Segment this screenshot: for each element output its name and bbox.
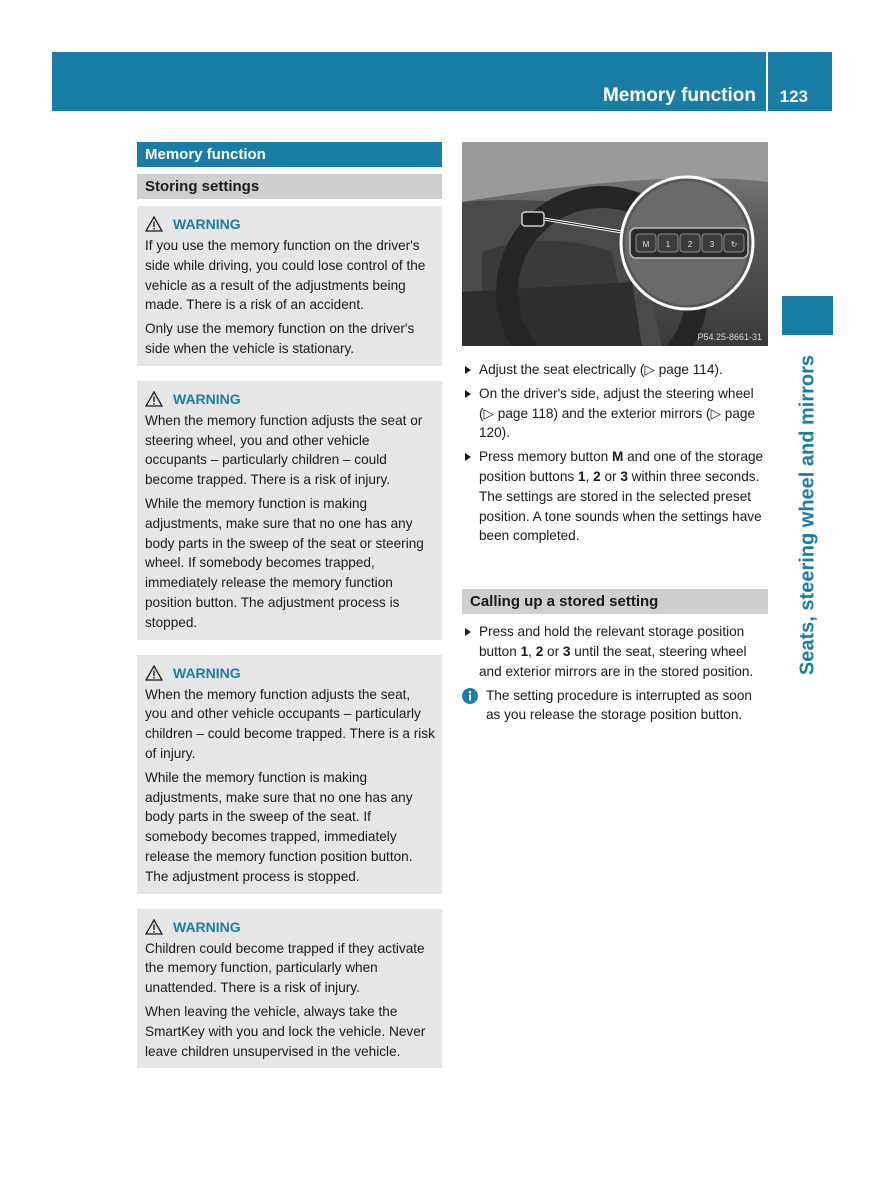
warning-box	[137, 381, 442, 640]
fig-label-m: M	[642, 240, 650, 249]
warning-label: WARNING	[173, 918, 241, 935]
warning-text: When the memory function adjusts the seat, you and other vehicle occupants – particularly children – could become trapped. There is a risk of injury.	[145, 686, 435, 761]
warning-text: When the memory function adjusts the seat or steering wheel, you and other vehicle occupants – particularly children – could become trapped. There is a risk of injury.	[145, 412, 423, 488]
warning-heading	[145, 917, 435, 937]
step-item	[462, 360, 768, 380]
fig-label-1: 1	[665, 240, 671, 249]
warning-text: If you use the memory function on the driver's side while driving, you could lose control of the vehicle as a result of the adjustments being made. There is a risk of an accident.	[145, 238, 426, 313]
memory-button-illustration	[462, 142, 768, 346]
warning-heading	[145, 389, 435, 409]
warning-heading	[145, 663, 435, 683]
header-title: Memory function	[602, 85, 756, 106]
header-divider	[766, 52, 768, 111]
warning-triangle-icon	[145, 665, 163, 681]
fig-label-2: 2	[687, 240, 693, 249]
warning-text: Only use the memory function on the driver's side when the vehicle is stationary.	[145, 321, 415, 356]
step-result: The settings are stored in the selected preset position. A tone sounds when the settings have been completed.	[479, 488, 762, 544]
info-text: The setting procedure is interrupted as soon as you release the storage position button.	[486, 687, 752, 723]
info-note	[462, 686, 768, 726]
warning-heading	[145, 214, 435, 234]
left-column	[137, 142, 442, 1068]
warning-box	[137, 655, 442, 894]
step-text: Press and hold the relevant storage position button 1, 2 or 3 until the seat, steering wheel and exterior mirrors are in the stored position.	[479, 624, 754, 679]
step-text: Adjust the seat electrically (▷ page 114).	[479, 362, 723, 377]
figure-code: P54.25-8661-31	[697, 332, 762, 342]
warning-triangle-icon	[145, 919, 163, 935]
storing-steps	[462, 360, 768, 546]
fig-label-seat: ↻	[730, 240, 738, 249]
step-item	[462, 447, 768, 546]
step-arrow-icon	[465, 390, 471, 398]
step-text: Press memory button M and one of the storage position buttons 1, 2 or 3 within three seconds. The settings are stored in the selected preset position. A tone sounds when the settings have been completed.	[479, 449, 764, 544]
warning-box	[137, 206, 442, 366]
step-arrow-icon	[465, 453, 471, 461]
warning-triangle-icon	[145, 216, 163, 232]
fig-label-3: 3	[709, 240, 715, 249]
subsection-title-recall: Calling up a stored setting	[462, 589, 768, 614]
side-tab-label: Seats, steering wheel and mirrors	[796, 354, 819, 676]
info-icon	[462, 688, 478, 704]
section-title: Memory function	[137, 142, 442, 167]
subsection-title: Storing settings	[137, 174, 442, 199]
step-item	[462, 384, 768, 443]
warning-text: While the memory function is making adjustments, make sure that no one has any body parts in the sweep of the seat. If somebody becomes trapped, immediately release the memory function position button. The adjustment process is stopped.	[145, 769, 413, 884]
page-header	[52, 52, 832, 111]
button-m-label: M	[611, 449, 624, 465]
warning-triangle-icon	[145, 391, 163, 407]
warning-text: When leaving the vehicle, always take the SmartKey with you and lock the vehicle. Never leave children unsupervised in the vehicle.	[145, 1003, 426, 1059]
warning-label: WARNING	[173, 390, 241, 407]
warning-box	[137, 909, 442, 1069]
warning-text: Children could become trapped if they activate the memory function, particularly when unattended. There is a risk of injury.	[145, 940, 425, 996]
step-arrow-icon	[465, 366, 471, 374]
warning-label: WARNING	[173, 216, 241, 232]
right-column	[462, 142, 768, 725]
page-number: 123	[779, 87, 808, 106]
step-item	[462, 622, 768, 681]
step-text: On the driver's side, adjust the steering wheel (▷ page 118) and the exterior mirrors (▷ page 120).	[479, 385, 756, 441]
step-arrow-icon	[465, 628, 471, 636]
door-panel-photo	[462, 142, 768, 346]
warning-text: While the memory function is making adjustments, make sure that no one has any body parts in the sweep of the seat or steering wheel. If somebody becomes trapped, immediately release the memory function position button. The adjustment process is stopped.	[145, 495, 424, 630]
warning-label: WARNING	[173, 664, 241, 681]
